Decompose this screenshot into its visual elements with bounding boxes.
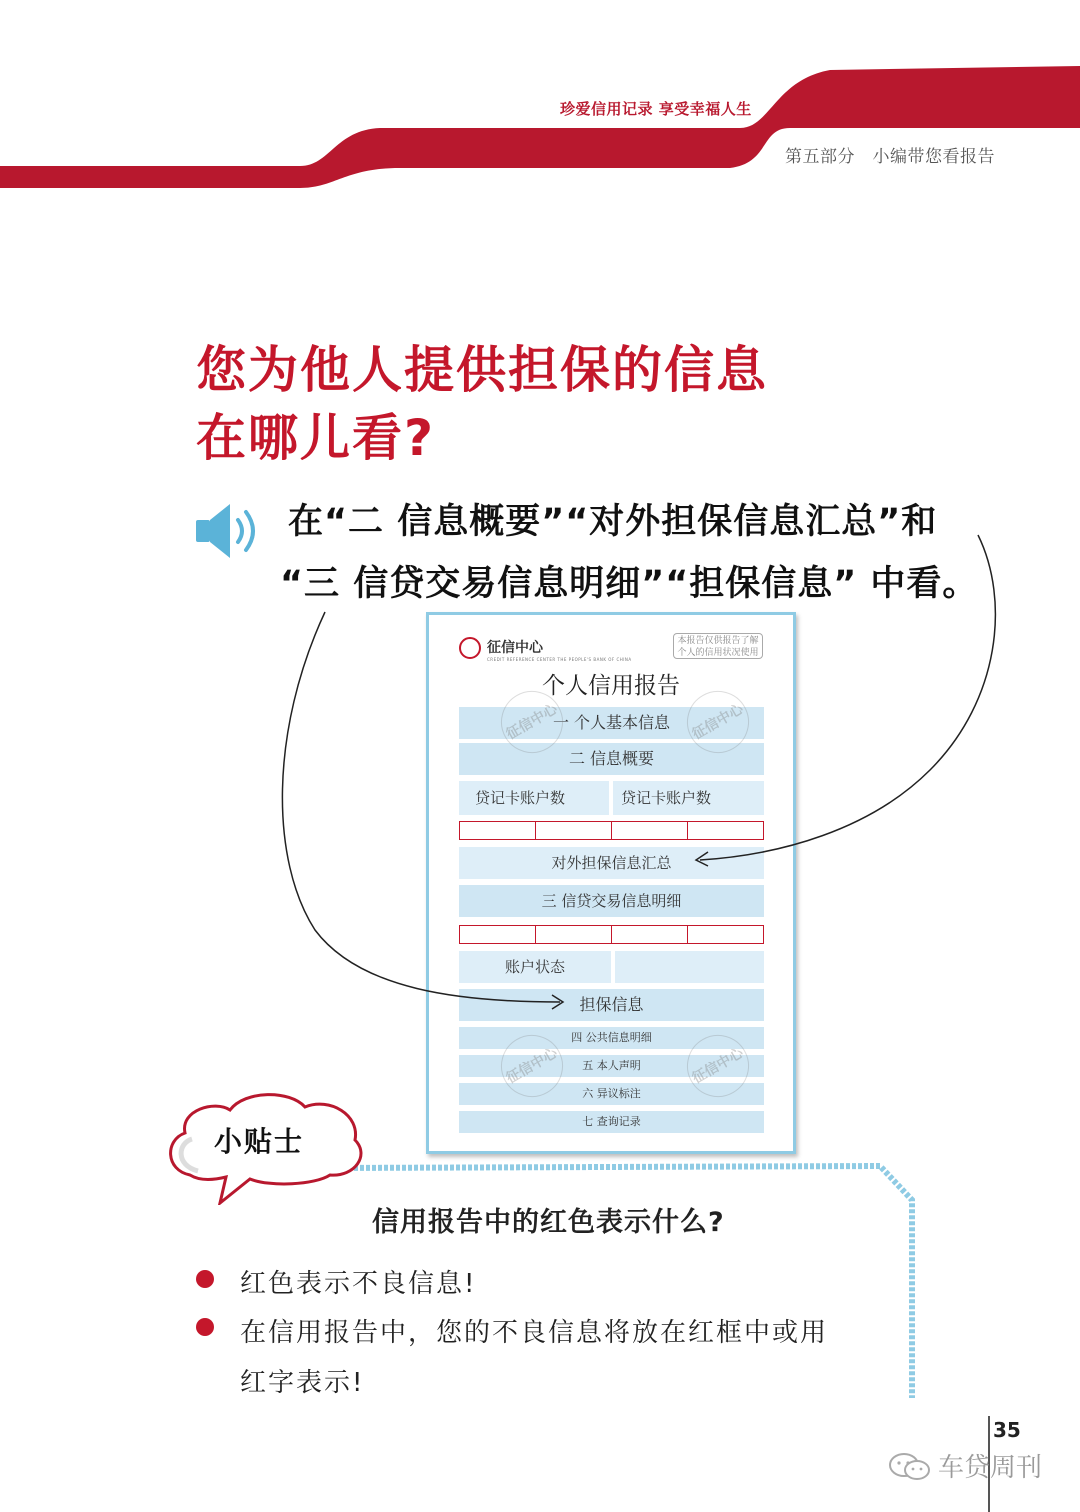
report-title: 个人信用报告: [542, 673, 680, 699]
report-guarantee-info: 担保信息: [459, 989, 764, 1021]
credit-center-logo-icon: [459, 637, 481, 659]
red-highlight-row-1: [459, 821, 764, 840]
page-number: 35: [993, 1418, 1021, 1442]
tip-label: 小贴士: [214, 1125, 305, 1158]
report-stamp: 本报告仅供报告了解个人的信用状况使用: [673, 633, 763, 659]
report-section-4: 四 公共信息明细: [459, 1027, 764, 1049]
red-highlight-row-2: [459, 925, 764, 944]
report-watermark: 征信中心: [676, 680, 761, 765]
report-col-a: 贷记卡账户数: [459, 781, 609, 815]
bullet-dot: [196, 1270, 214, 1288]
wechat-icon: [888, 1452, 932, 1482]
report-logo-sub: CREDIT REFERENCE CENTER THE PEOPLE'S BANK OF CHINA: [487, 657, 632, 662]
report-account-status-value: [615, 951, 764, 983]
report-watermark: 征信中心: [676, 1024, 761, 1109]
tip-bullet-2: 在信用报告中，您的不良信息将放在红框中或用: [240, 1318, 829, 1348]
header-band: [0, 0, 1080, 200]
report-section-5: 五 本人声明: [459, 1055, 764, 1077]
report-section-6: 六 异议标注: [459, 1083, 764, 1105]
report-watermark: 征信中心: [490, 680, 575, 765]
report-section-1: 一 个人基本信息: [459, 707, 764, 739]
report-account-status: 账户状态: [459, 951, 611, 983]
bullet-dot: [196, 1318, 214, 1336]
report-guarantee-summary: 对外担保信息汇总: [459, 847, 764, 879]
page-title-line1: 您为他人提供担保的信息: [196, 341, 768, 399]
lead-line2: “三 信贷交易信息明细”“担保信息” 中看。: [280, 564, 979, 604]
header-slogan: 珍爱信用记录 享受幸福人生: [560, 100, 752, 118]
report-logo-text: 征信中心: [487, 640, 543, 656]
lead-line1: 在“二 信息概要”“对外担保信息汇总”和: [288, 502, 938, 542]
speaker-icon: [194, 498, 266, 564]
report-section-7: 七 查询记录: [459, 1111, 764, 1133]
tip-question: 信用报告中的红色表示什么?: [372, 1207, 725, 1238]
tip-bullet-2-cont: 红字表示!: [240, 1368, 365, 1398]
credit-report-sample: [426, 612, 796, 1154]
report-watermark: 征信中心: [490, 1024, 575, 1109]
report-section-2: 二 信息概要: [459, 743, 764, 775]
report-section-3: 三 信贷交易信息明细: [459, 885, 764, 917]
section-label: 第五部分 小编带您看报告: [785, 147, 995, 167]
brand-name: 车贷周刊: [938, 1453, 1043, 1483]
report-col-b: 贷记卡账户数: [613, 781, 764, 815]
tip-bullet-1: 红色表示不良信息!: [240, 1269, 477, 1299]
page-title-line2: 在哪儿看?: [196, 409, 436, 467]
